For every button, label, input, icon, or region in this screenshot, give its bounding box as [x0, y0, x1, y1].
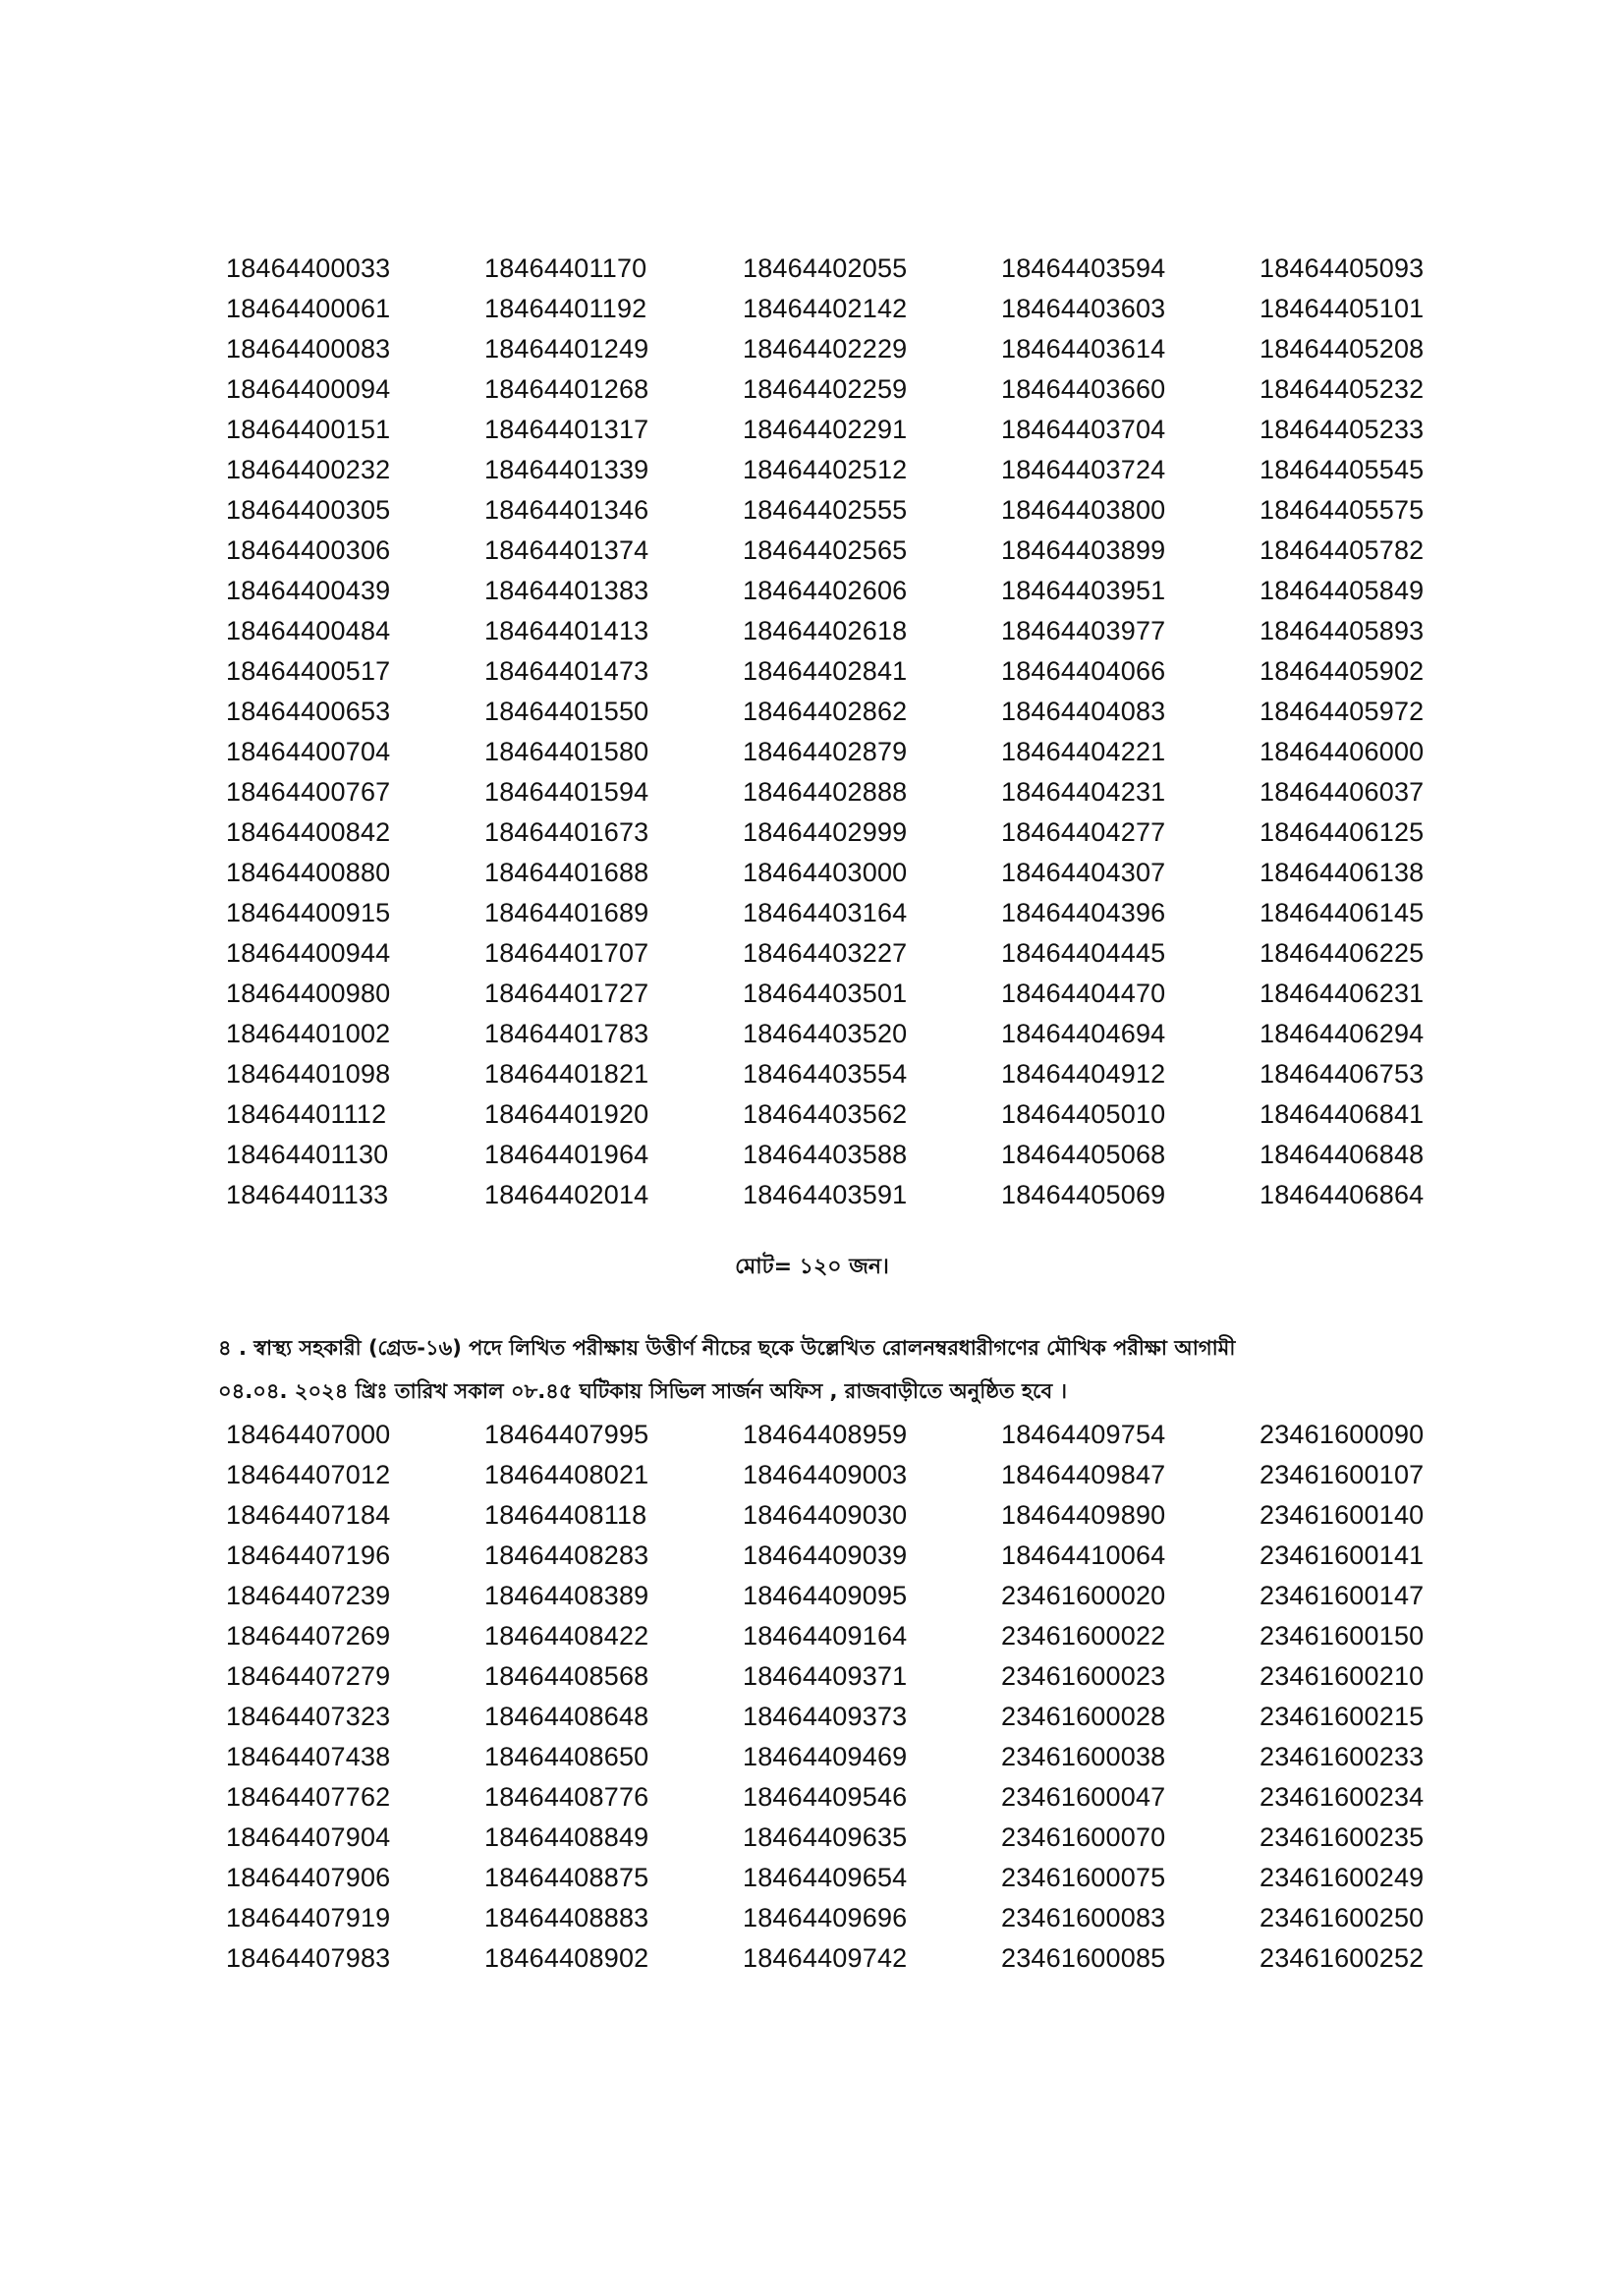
roll-number-cell: 18464409095: [743, 1581, 908, 1610]
roll-number-cell: 23461600085: [1001, 1943, 1166, 1973]
roll-number-cell: 18464407012: [226, 1460, 391, 1489]
roll-number-cell: 23461600023: [1001, 1661, 1166, 1691]
roll-number-cell: 23461600150: [1260, 1621, 1425, 1651]
notice-paragraph: [218, 1326, 1554, 1413]
roll-number-cell: 18464406000: [1260, 737, 1425, 766]
roll-number-cell: 18464405893: [1260, 616, 1425, 645]
roll-number-cell: 18464400653: [226, 697, 391, 726]
roll-number-cell: 18464401268: [484, 374, 649, 404]
roll-number-cell: 18464400704: [226, 737, 391, 766]
roll-number-cell: 18464402142: [743, 294, 908, 323]
roll-number-cell: 18464401098: [226, 1059, 391, 1089]
roll-number-cell: 18464400517: [226, 656, 391, 686]
roll-number-cell: 23461600234: [1260, 1782, 1425, 1812]
roll-number-cell: 23461600107: [1260, 1460, 1425, 1489]
roll-number-cell: 18464400033: [226, 253, 391, 283]
roll-number-cell: 23461600249: [1260, 1863, 1425, 1892]
roll-number-cell: 18464402606: [743, 576, 908, 605]
roll-number-cell: 18464401413: [484, 616, 649, 645]
roll-number-cell: 18464401317: [484, 415, 649, 444]
roll-number-cell: 18464405101: [1260, 294, 1425, 323]
roll-number-cell: 18464402888: [743, 777, 908, 807]
roll-number-cell: 18464403562: [743, 1099, 908, 1129]
roll-number-cell: 18464407279: [226, 1661, 391, 1691]
roll-number-cell: 18464403227: [743, 938, 908, 968]
roll-number-cell: 18464409696: [743, 1903, 908, 1932]
roll-number-cell: 18464403951: [1001, 576, 1166, 605]
roll-number-cell: 18464402999: [743, 817, 908, 847]
roll-number-cell: 18464404694: [1001, 1019, 1166, 1048]
roll-number-cell: 23461600235: [1260, 1822, 1425, 1852]
roll-number-cell: 18464404066: [1001, 656, 1166, 686]
roll-number-table-2: [226, 1415, 1542, 1979]
roll-number-cell: 18464409003: [743, 1460, 908, 1489]
roll-number-cell: 18464407323: [226, 1702, 391, 1731]
roll-number-cell: 18464407919: [226, 1903, 391, 1932]
roll-number-cell: 23461600250: [1260, 1903, 1425, 1932]
roll-number-cell: 18464401374: [484, 535, 649, 565]
roll-number-cell: 18464406231: [1260, 979, 1425, 1008]
roll-number-cell: 18464404470: [1001, 979, 1166, 1008]
roll-number-cell: 18464403591: [743, 1180, 908, 1209]
roll-number-cell: 18464407904: [226, 1822, 391, 1852]
roll-number-cell: 18464409754: [1001, 1420, 1166, 1449]
roll-number-cell: 18464403724: [1001, 455, 1166, 484]
roll-number-cell: 18464409654: [743, 1863, 908, 1892]
total-count: মোট= ১২০ জন।: [735, 1255, 889, 1279]
roll-number-cell: 18464403588: [743, 1140, 908, 1169]
roll-number-cell: 18464405233: [1260, 415, 1425, 444]
notice-line-1: ৪ . স্বাস্থ্য সহকারী (গ্রেড-১৬) পদে লিখিত পরীক্ষায় উত্তীর্ণ নীচের ছকে উল্লেখিত রোলনম্বরধারীগণের মৌখিক পরীক্ষা আগামী: [218, 1336, 1236, 1360]
roll-number-cell: 18464402229: [743, 334, 908, 364]
roll-number-cell: 18464401339: [484, 455, 649, 484]
roll-number-cell: 18464407269: [226, 1621, 391, 1651]
roll-number-cell: 18464402841: [743, 656, 908, 686]
roll-number-cell: 18464404912: [1001, 1059, 1166, 1089]
roll-number-cell: 18464401594: [484, 777, 649, 807]
roll-number-cell: 18464407438: [226, 1742, 391, 1771]
roll-number-cell: 18464400915: [226, 898, 391, 927]
roll-number-cell: 18464407995: [484, 1420, 649, 1449]
roll-number-cell: 18464406841: [1260, 1099, 1425, 1129]
roll-number-cell: 18464409546: [743, 1782, 908, 1812]
roll-number-cell: 18464403800: [1001, 495, 1166, 525]
roll-number-cell: 18464400944: [226, 938, 391, 968]
roll-number-cell: 18464402618: [743, 616, 908, 645]
roll-number-cell: 23461600147: [1260, 1581, 1425, 1610]
roll-number-cell: 18464409847: [1001, 1460, 1166, 1489]
roll-number-cell: 18464405208: [1260, 334, 1425, 364]
roll-number-cell: 18464408849: [484, 1822, 649, 1852]
roll-number-cell: 18464405232: [1260, 374, 1425, 404]
roll-number-cell: 18464406848: [1260, 1140, 1425, 1169]
roll-number-cell: 18464402512: [743, 455, 908, 484]
roll-number-cell: 18464408568: [484, 1661, 649, 1691]
roll-number-cell: 18464403603: [1001, 294, 1166, 323]
roll-number-cell: 18464407906: [226, 1863, 391, 1892]
roll-number-cell: 18464406037: [1260, 777, 1425, 807]
roll-number-cell: 18464402291: [743, 415, 908, 444]
roll-number-cell: 18464401688: [484, 858, 649, 887]
roll-number-cell: 18464401002: [226, 1019, 391, 1048]
roll-number-cell: 23461600140: [1260, 1500, 1425, 1530]
roll-number-cell: 18464407184: [226, 1500, 391, 1530]
roll-number-cell: 18464404396: [1001, 898, 1166, 927]
roll-number-cell: 18464408650: [484, 1742, 649, 1771]
roll-number-cell: 23461600083: [1001, 1903, 1166, 1932]
roll-number-cell: 18464405545: [1260, 455, 1425, 484]
roll-number-cell: 18464402259: [743, 374, 908, 404]
roll-number-cell: 18464408648: [484, 1702, 649, 1731]
roll-number-cell: 18464401673: [484, 817, 649, 847]
roll-number-cell: 18464402862: [743, 697, 908, 726]
roll-number-cell: 18464403164: [743, 898, 908, 927]
roll-number-cell: 18464401249: [484, 334, 649, 364]
roll-number-cell: 18464409469: [743, 1742, 908, 1771]
roll-number-cell: 18464401920: [484, 1099, 649, 1129]
roll-number-cell: 18464409373: [743, 1702, 908, 1731]
roll-number-cell: 18464408883: [484, 1903, 649, 1932]
roll-number-cell: 23461600022: [1001, 1621, 1166, 1651]
roll-number-cell: 18464409742: [743, 1943, 908, 1973]
roll-number-cell: 18464404445: [1001, 938, 1166, 968]
roll-number-cell: 18464400880: [226, 858, 391, 887]
roll-number-cell: 23461600020: [1001, 1581, 1166, 1610]
roll-number-cell: 18464403000: [743, 858, 908, 887]
roll-number-cell: 18464400083: [226, 334, 391, 364]
roll-number-cell: 18464402565: [743, 535, 908, 565]
roll-number-cell: 18464408875: [484, 1863, 649, 1892]
roll-number-cell: 18464408959: [743, 1420, 908, 1449]
roll-number-cell: 18464401192: [484, 294, 647, 323]
roll-number-cell: 18464407239: [226, 1581, 391, 1610]
roll-number-cell: 18464401783: [484, 1019, 649, 1048]
roll-number-cell: 18464401170: [484, 253, 647, 283]
roll-number-cell: 18464409030: [743, 1500, 908, 1530]
roll-number-cell: 18464408776: [484, 1782, 649, 1812]
roll-number-cell: 18464408902: [484, 1943, 649, 1973]
roll-number-cell: 18464400305: [226, 495, 391, 525]
roll-number-cell: 18464403704: [1001, 415, 1166, 444]
roll-number-grid-1: [226, 249, 1542, 1215]
roll-number-cell: 18464400151: [226, 415, 391, 444]
roll-number-cell: 18464405010: [1001, 1099, 1166, 1129]
roll-number-cell: 18464408118: [484, 1500, 647, 1530]
roll-number-table-1: [226, 249, 1542, 1215]
roll-number-cell: 18464400439: [226, 576, 391, 605]
roll-number-cell: 18464401580: [484, 737, 649, 766]
roll-number-cell: 18464401473: [484, 656, 649, 686]
notice-line-2: ০৪.০৪. ২০২৪ খ্রিঃ তারিখ সকাল ০৮.৪৫ ঘটিকায় সিভিল সার্জন অফিস , রাজবাড়ীতে অনুষ্ঠিত হবে ।: [218, 1379, 1067, 1403]
roll-number-cell: 23461600141: [1260, 1540, 1425, 1570]
roll-number-cell: 18464400484: [226, 616, 391, 645]
roll-number-cell: 23461600215: [1260, 1702, 1425, 1731]
roll-number-cell: 18464409635: [743, 1822, 908, 1852]
roll-number-cell: 18464401130: [226, 1140, 389, 1169]
roll-number-cell: 18464401383: [484, 576, 649, 605]
roll-number-cell: 18464401727: [484, 979, 649, 1008]
roll-number-cell: 18464404277: [1001, 817, 1166, 847]
roll-number-cell: 18464403554: [743, 1059, 908, 1089]
roll-number-cell: 18464401689: [484, 898, 649, 927]
roll-number-cell: 18464409890: [1001, 1500, 1166, 1530]
roll-number-cell: 18464406864: [1260, 1180, 1425, 1209]
roll-number-cell: 18464406125: [1260, 817, 1425, 847]
roll-number-cell: 23461600233: [1260, 1742, 1425, 1771]
roll-number-cell: 18464401346: [484, 495, 649, 525]
roll-number-cell: 18464404231: [1001, 777, 1166, 807]
roll-number-cell: 18464405972: [1260, 697, 1425, 726]
roll-number-cell: 18464405575: [1260, 495, 1425, 525]
roll-number-cell: 18464408021: [484, 1460, 649, 1489]
roll-number-cell: 18464406294: [1260, 1019, 1425, 1048]
roll-number-cell: 18464408283: [484, 1540, 649, 1570]
roll-number-cell: 18464407196: [226, 1540, 391, 1570]
roll-number-cell: 18464400842: [226, 817, 391, 847]
roll-number-cell: 18464401112: [226, 1099, 387, 1129]
roll-number-cell: 23461600047: [1001, 1782, 1166, 1812]
roll-number-cell: 18464410064: [1001, 1540, 1166, 1570]
roll-number-cell: 18464407000: [226, 1420, 391, 1449]
roll-number-cell: 18464403614: [1001, 334, 1166, 364]
roll-number-cell: 18464409371: [743, 1661, 908, 1691]
roll-number-cell: 18464401707: [484, 938, 649, 968]
roll-number-cell: 18464400094: [226, 374, 391, 404]
roll-number-cell: 18464407762: [226, 1782, 391, 1812]
roll-number-cell: 18464400980: [226, 979, 391, 1008]
roll-number-cell: 23461600028: [1001, 1702, 1166, 1731]
roll-number-cell: 18464400767: [226, 777, 391, 807]
roll-number-cell: 18464408389: [484, 1581, 649, 1610]
roll-number-cell: 18464405068: [1001, 1140, 1166, 1169]
roll-number-cell: 18464402879: [743, 737, 908, 766]
roll-number-cell: 18464405093: [1260, 253, 1425, 283]
roll-number-cell: 18464405902: [1260, 656, 1425, 686]
roll-number-cell: 18464409164: [743, 1621, 908, 1651]
roll-number-cell: 18464402014: [484, 1180, 649, 1209]
roll-number-cell: 18464405849: [1260, 576, 1425, 605]
roll-number-cell: 18464403501: [743, 979, 908, 1008]
roll-number-cell: 18464405782: [1260, 535, 1425, 565]
roll-number-grid-2: [226, 1415, 1542, 1979]
roll-number-cell: 23461600038: [1001, 1742, 1166, 1771]
roll-number-cell: 18464404221: [1001, 737, 1166, 766]
roll-number-cell: 18464401964: [484, 1140, 649, 1169]
roll-number-cell: 18464408422: [484, 1621, 649, 1651]
roll-number-cell: 18464406753: [1260, 1059, 1425, 1089]
roll-number-cell: 18464400232: [226, 455, 391, 484]
roll-number-cell: 18464406138: [1260, 858, 1425, 887]
roll-number-cell: 18464403520: [743, 1019, 908, 1048]
roll-number-cell: 18464402555: [743, 495, 908, 525]
roll-number-cell: 18464403594: [1001, 253, 1166, 283]
roll-number-cell: 18464400306: [226, 535, 391, 565]
roll-number-cell: 18464400061: [226, 294, 391, 323]
roll-number-cell: 23461600252: [1260, 1943, 1425, 1973]
roll-number-cell: 23461600075: [1001, 1863, 1166, 1892]
roll-number-cell: 18464403977: [1001, 616, 1166, 645]
roll-number-cell: 18464406145: [1260, 898, 1425, 927]
roll-number-cell: 18464401133: [226, 1180, 389, 1209]
roll-number-cell: 18464403899: [1001, 535, 1166, 565]
roll-number-cell: 18464403660: [1001, 374, 1166, 404]
roll-number-cell: 18464405069: [1001, 1180, 1166, 1209]
roll-number-cell: 18464404307: [1001, 858, 1166, 887]
roll-number-cell: 18464404083: [1001, 697, 1166, 726]
roll-number-cell: 23461600070: [1001, 1822, 1166, 1852]
roll-number-cell: 18464401821: [484, 1059, 649, 1089]
roll-number-cell: 18464409039: [743, 1540, 908, 1570]
roll-number-cell: 23461600090: [1260, 1420, 1425, 1449]
roll-number-cell: 18464406225: [1260, 938, 1425, 968]
roll-number-cell: 18464402055: [743, 253, 908, 283]
roll-number-cell: 23461600210: [1260, 1661, 1425, 1691]
roll-number-cell: 18464407983: [226, 1943, 391, 1973]
roll-number-cell: 18464401550: [484, 697, 649, 726]
